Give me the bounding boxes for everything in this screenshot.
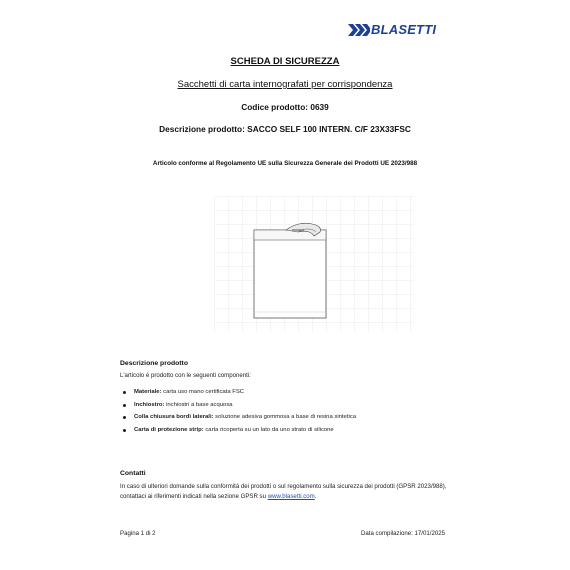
item-text: carta ricoperta su un lato da uno strato di silicone [203, 426, 334, 433]
item-label: Carta di protezione strip: [134, 426, 204, 433]
blasetti-logo [348, 22, 436, 37]
logo-text: BLASETTI [371, 22, 437, 37]
item-text: carta uso mano certificata FSC [161, 389, 245, 395]
list-item [120, 401, 356, 414]
blasetti-arrows-logo-icon [348, 24, 370, 36]
compilation-date: Data compilazione: 17/01/2025 [360, 530, 445, 537]
product-code: Codice prodotto: 0639 [241, 102, 329, 112]
list-item [120, 413, 356, 426]
components-list [120, 388, 356, 438]
conformity-statement: Articolo conforme al Regolamento UE sulla Sicurezza Generale dei Prodotti UE 2023/988 [152, 160, 418, 167]
contacts-after: . [314, 493, 317, 500]
page-number: Pagina 1 di 2 [120, 530, 156, 537]
list-item [120, 426, 356, 439]
envelope-illustration-icon [252, 222, 328, 320]
contacts-body: In caso di ulteriori domande sulla conformità dei prodotti o sul regolamento sulla sicurezza dei prodotti (GPSR 2023/988), contattaci ai riferimenti indicati nella sezione GPSR su [120, 483, 447, 500]
item-text: soluzione adesiva gommosa a base di resina sintetica [213, 414, 356, 420]
website-link[interactable]: www.blasetti.com [267, 493, 315, 500]
description-intro: L'articolo è prodotto con le seguenti componenti: [120, 372, 251, 379]
list-item [120, 388, 356, 401]
item-label: Inchiostro: [134, 401, 165, 408]
document-subtitle: Sacchetti di carta internografati per corrispondenza [177, 79, 393, 90]
description-title: Descrizione prodotto [120, 360, 188, 367]
item-text: inchiostri a base acquosa [164, 401, 233, 408]
item-label: Colla chiusura bordi laterali: [134, 414, 214, 420]
contacts-title: Contatti [120, 470, 146, 477]
item-label: Materiale: [134, 389, 162, 395]
product-description: Descrizione prodotto: SACCO SELF 100 INTERN. C/F 23X33FSC [159, 124, 411, 134]
document-title: SCHEDA DI SICUREZZA [230, 56, 340, 67]
contacts-text [120, 482, 460, 502]
